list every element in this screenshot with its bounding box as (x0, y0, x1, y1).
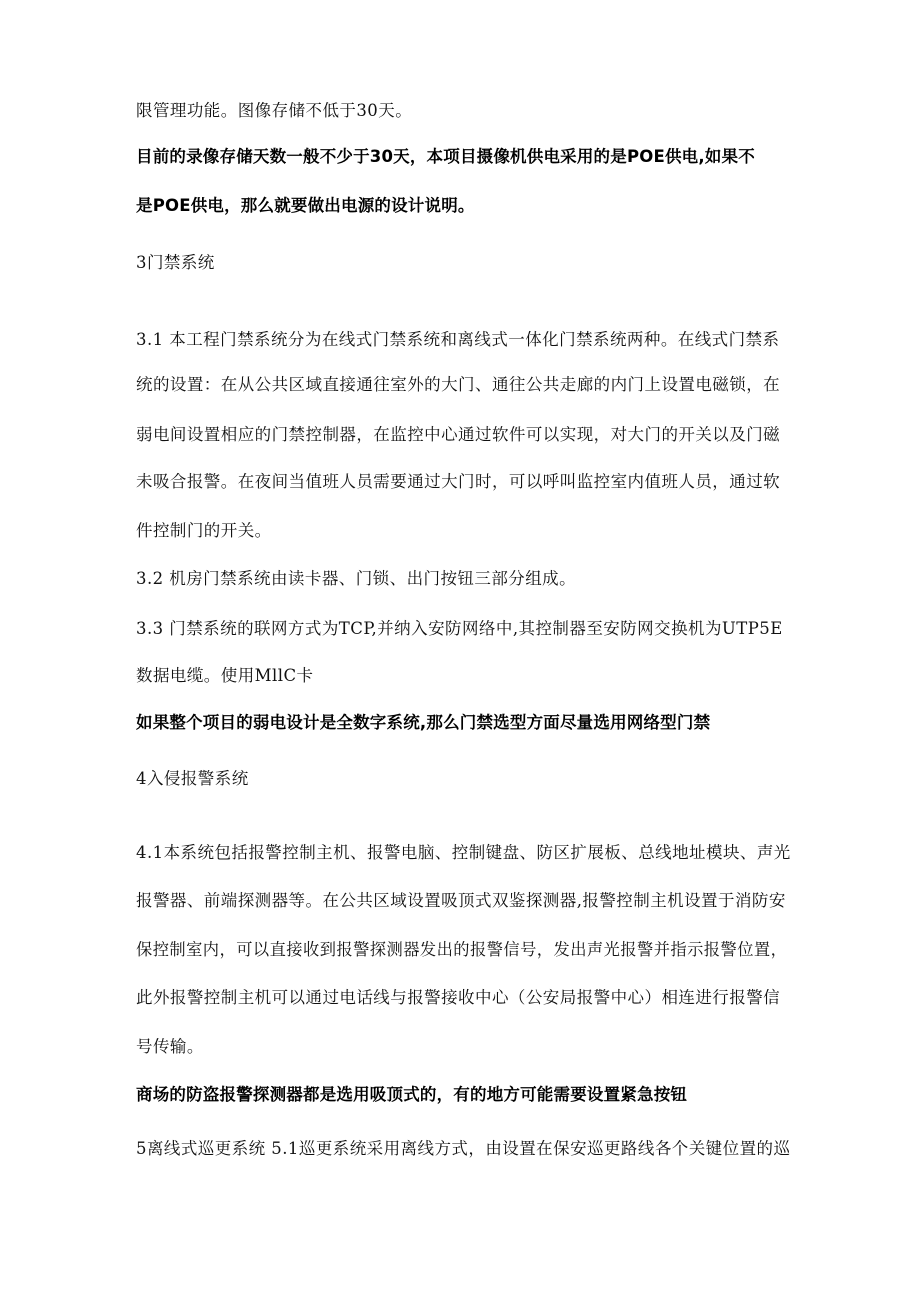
text-line: 弱电间设置相应的门禁控制器，在监控中心通过软件可以实现，对大门的开关以及门磁 (136, 425, 781, 444)
text-line: 3.3 门禁系统的联网方式为TCP,并纳入安防网络中,其控制器至安防网交换机为UTP5E (136, 619, 783, 638)
bold-note-line: 商场的防盗报警探测器都是选用吸顶式的，有的地方可能需要设置紧急按钮 (136, 1085, 688, 1104)
bold-note-line: 目前的录像存储天数一般不少于30天，本项目摄像机供电采用的是POE供电,如果不 (136, 147, 755, 166)
text-line: 号传输。 (136, 1037, 204, 1056)
text-line: 限管理功能。图像存储不低于30天。 (136, 101, 413, 120)
section-heading: 4入侵报警系统 (136, 769, 249, 788)
bold-note-line: 如果整个项目的弱电设计是全数字系统,那么门禁选型方面尽量选用网络型门禁 (136, 713, 711, 732)
text-line: 4.1本系统包括报警控制主机、报警电脑、控制键盘、防区扩展板、总线地址模块、声光 (136, 843, 791, 862)
text-line: 3.1 本工程门禁系统分为在线式门禁系统和离线式一体化门禁系统两种。在线式门禁系 (136, 330, 780, 349)
text-line: 5离线式巡更系统 5.1巡更系统采用离线方式，由设置在保安巡更路线各个关键位置的巡 (136, 1139, 791, 1158)
text-line: 此外报警控制主机可以通过电话线与报警接收中心（公安局报警中心）相连进行报警信 (136, 988, 781, 1007)
text-line: 统的设置：在从公共区域直接通往室外的大门、通往公共走廊的内门上设置电磁锁，在 (136, 375, 781, 394)
text-line: 保控制室内，可以直接收到报警探测器发出的报警信号，发出声光报警并指示报警位置， (136, 940, 788, 959)
text-line: 3.2 机房门禁系统由读卡器、门锁、出门按钮三部分组成。 (136, 569, 577, 588)
text-line: 报警器、前端探测器等。在公共区域设置吸顶式双鉴探测器,报警控制主机设置于消防安 (136, 891, 786, 910)
section-heading: 3门禁系统 (136, 253, 215, 272)
text-line: 件控制门的开关。 (136, 521, 272, 540)
bold-note-line: 是POE供电，那么就要做出电源的设计说明。 (136, 196, 475, 215)
text-line: 数据电缆。使用MllC卡 (136, 666, 314, 685)
text-line: 未吸合报警。在夜间当值班人员需要通过大门时，可以呼叫监控室内值班人员，通过软 (136, 472, 781, 491)
